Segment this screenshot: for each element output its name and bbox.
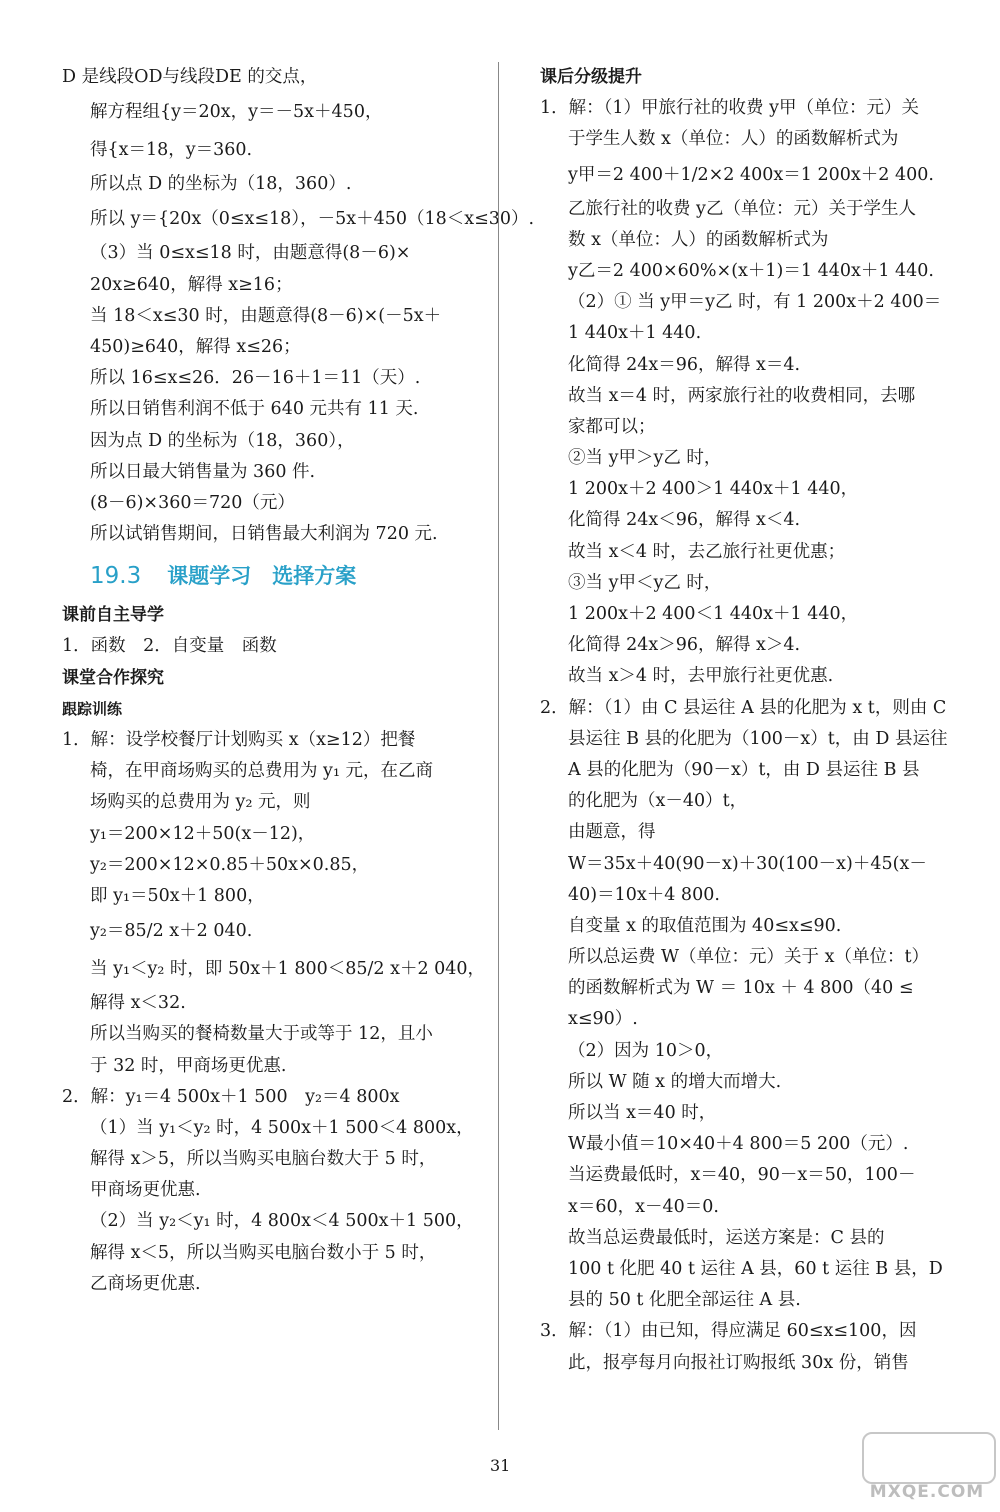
text-line: 450)≥640，解得 x≤26； xyxy=(90,336,301,357)
text-line: 1．解：设学校餐厅计划购买 x（x≥12）把餐 xyxy=(62,730,416,750)
text-line: 得{x＝18，y＝360. xyxy=(90,140,253,161)
text-line: 椅，在甲商场购买的总费用为 y₁ 元，在乙商 xyxy=(90,761,434,782)
watermark-site: MXQE.COM xyxy=(869,1482,985,1502)
page-number: 31 xyxy=(490,1456,511,1475)
text-line: y乙＝2 400×60%×(x＋1)＝1 440x＋1 440. xyxy=(568,260,934,281)
text-line: 解得 x＜5，所以当购买电脑台数小于 5 时， xyxy=(90,1242,437,1263)
text-line: 化简得 24x＜96，解得 x＜4. xyxy=(568,510,801,531)
text-line: 当 y₁＜y₂ 时，即 50x＋1 800＜85/2 x＋2 040， xyxy=(90,959,486,980)
subheading: 课后分级提升 xyxy=(540,67,642,87)
section-title: 课题学习 选择方案 xyxy=(167,564,357,589)
text-line: 于 32 时，甲商场更优惠. xyxy=(90,1055,287,1076)
text-line: 于学生人数 x（单位：人）的函数解析式为 xyxy=(568,129,899,150)
text-line: 解得 x＜32. xyxy=(90,993,186,1014)
text-line: 故当总运费最低时，运送方案是：C 县的 xyxy=(568,1227,885,1248)
text-line: 化简得 24x＝96，解得 x＝4. xyxy=(568,354,801,375)
text-line: 所以 16≤x≤26．26－16＋1＝11（天）. xyxy=(90,368,421,389)
text-line: 1 440x＋1 440. xyxy=(568,323,702,344)
text-line: 所以点 D 的坐标为（18，360）. xyxy=(90,174,352,195)
text-line: 家都可以； xyxy=(568,416,656,437)
text-line: 故当 x＝4 时，两家旅行社的收费相同，去哪 xyxy=(568,385,916,406)
text-line: y₂＝85/2 x＋2 040. xyxy=(90,921,253,942)
text-line: y甲＝2 400＋1/2×2 400x＝1 200x＋2 400. xyxy=(568,164,934,185)
text-line: 1 200x＋2 400＜1 440x＋1 440， xyxy=(568,604,859,624)
text-line: 所以当购买的餐椅数量大于或等于 12，且小 xyxy=(90,1024,433,1045)
text-line: 所以 y＝{20x（0≤x≤18），－5x＋450（18＜x≤30）. xyxy=(90,209,535,230)
text-line: 所以 W 随 x 的增大而增大. xyxy=(568,1071,782,1092)
text-line: 甲商场更优惠. xyxy=(90,1180,201,1201)
text-line: 由题意，得 xyxy=(568,822,656,843)
text-line: 县运往 B 县的化肥为（100－x）t，由 D 县运往 xyxy=(568,728,948,749)
section-heading xyxy=(90,554,480,598)
text-line: 1．解：（1）甲旅行社的收费 y甲（单位：元）关 xyxy=(540,98,919,119)
text-line: （2）① 当 y甲＝y乙 时，有 1 200x＋2 400＝ xyxy=(568,292,942,313)
text-line: 所以试销售期间，日销售最大利润为 720 元. xyxy=(90,524,438,545)
text-line: 所以当 x＝40 时， xyxy=(568,1103,717,1123)
text-line: 故当 x＜4 时，去乙旅行社更优惠； xyxy=(568,541,846,562)
text-line: x＝60，x－40＝0. xyxy=(568,1196,719,1217)
text-line: ②当 y甲＞y乙 时， xyxy=(568,448,722,469)
text-line: y₁＝200×12＋50(x－12)， xyxy=(90,823,316,844)
section-number: 19.3 xyxy=(90,563,142,590)
text-line: 所以总运费 W（单位：元）关于 x（单位：t） xyxy=(568,947,930,968)
left-column xyxy=(62,62,535,1300)
text-line: 当 18＜x≤30 时，由题意得(8－6)×(－5x＋ xyxy=(90,305,442,326)
text-line: 的函数解析式为 W ＝ 10x ＋ 4 800（40 ≤ xyxy=(568,978,914,999)
text-line: （3）当 0≤x≤18 时，由题意得(8－6)× xyxy=(90,243,411,264)
text-line: 即 y₁＝50x＋1 800， xyxy=(90,885,265,906)
text-line: 1．函数 2．自变量 函数 xyxy=(62,636,277,657)
text-line: 乙旅行社的收费 y乙（单位：元）关于学生人 xyxy=(568,198,916,219)
text-line: 1 200x＋2 400＞1 440x＋1 440， xyxy=(568,479,859,500)
text-line: 故当 x＞4 时，去甲旅行社更优惠. xyxy=(568,666,834,687)
text-line: W＝35x＋40(90－x)＋30(100－x)＋45(x－ xyxy=(568,853,927,874)
text-line: 乙商场更优惠. xyxy=(90,1273,201,1294)
column-divider xyxy=(498,62,499,1430)
text-line: （2）当 y₂＜y₁ 时，4 800x＜4 500x＋1 500， xyxy=(90,1211,474,1232)
subheading: 跟踪训练 xyxy=(62,699,123,718)
subheading: 课堂合作探究 xyxy=(62,667,164,688)
text-line: 自变量 x 的取值范围为 40≤x≤90. xyxy=(568,915,842,936)
text-line: （2）因为 10＞0， xyxy=(568,1040,724,1061)
text-line: 2．解：（1）由 C 县运往 A 县的化肥为 x t，则由 C xyxy=(540,697,947,718)
watermark-logo xyxy=(862,1432,992,1507)
text-line: (8－6)×360＝720（元） xyxy=(90,492,295,513)
text-line: D 是线段OD与线段DE 的交点， xyxy=(62,67,318,87)
text-line: 所以日最大销售量为 360 件. xyxy=(90,461,316,482)
text-line: 2．解：y₁＝4 500x＋1 500 y₂＝4 800x xyxy=(62,1086,400,1107)
text-line: （1）当 y₁＜y₂ 时，4 500x＋1 500＜4 800x， xyxy=(90,1117,474,1138)
text-line: 100 t 化肥 40 t 运往 A 县，60 t 运往 B 县，D xyxy=(568,1258,943,1279)
text-line: 解得 x＞5，所以当购买电脑台数大于 5 时， xyxy=(90,1149,437,1170)
text-line: 的化肥为（x－40）t， xyxy=(568,791,748,812)
text-line: 所以日销售利润不低于 640 元共有 11 天. xyxy=(90,399,419,420)
text-line: 当运费最低时，x＝40，90－x＝50，100－ xyxy=(568,1165,916,1186)
watermark-seal xyxy=(862,1432,996,1484)
text-line: 化简得 24x＞96，解得 x＞4. xyxy=(568,635,801,656)
text-line: 场购买的总费用为 y₂ 元，则 xyxy=(90,792,311,813)
text-line: 县的 50 t 化肥全部运往 A 县. xyxy=(568,1290,801,1311)
text-line: 因为点 D 的坐标为（18，360）， xyxy=(90,430,355,451)
text-line: 3．解：（1）由已知，得应满足 60≤x≤100，因 xyxy=(540,1321,917,1342)
text-line: W最小值＝10×40＋4 800＝5 200（元）. xyxy=(568,1134,909,1155)
text-line: A 县的化肥为（90－x）t，由 D 县运往 B 县 xyxy=(568,759,920,780)
right-column xyxy=(540,62,960,1379)
text-line: 此，报亭每月向报社订购报纸 30x 份，销售 xyxy=(568,1352,909,1373)
text-line: 解方程组{y＝20x，y＝－5x＋450， xyxy=(90,102,383,123)
text-line: y₂＝200×12×0.85＋50x×0.85， xyxy=(90,854,370,875)
text-line: x≤90）. xyxy=(568,1009,638,1030)
text-line: 40)＝10x＋4 800. xyxy=(568,884,720,905)
subheading: 课前自主导学 xyxy=(62,605,164,626)
text-line: ③当 y甲＜y乙 时， xyxy=(568,572,722,593)
text-line: 数 x（单位：人）的函数解析式为 xyxy=(568,229,829,250)
text-line: 20x≥640，解得 x≥16； xyxy=(90,274,293,295)
